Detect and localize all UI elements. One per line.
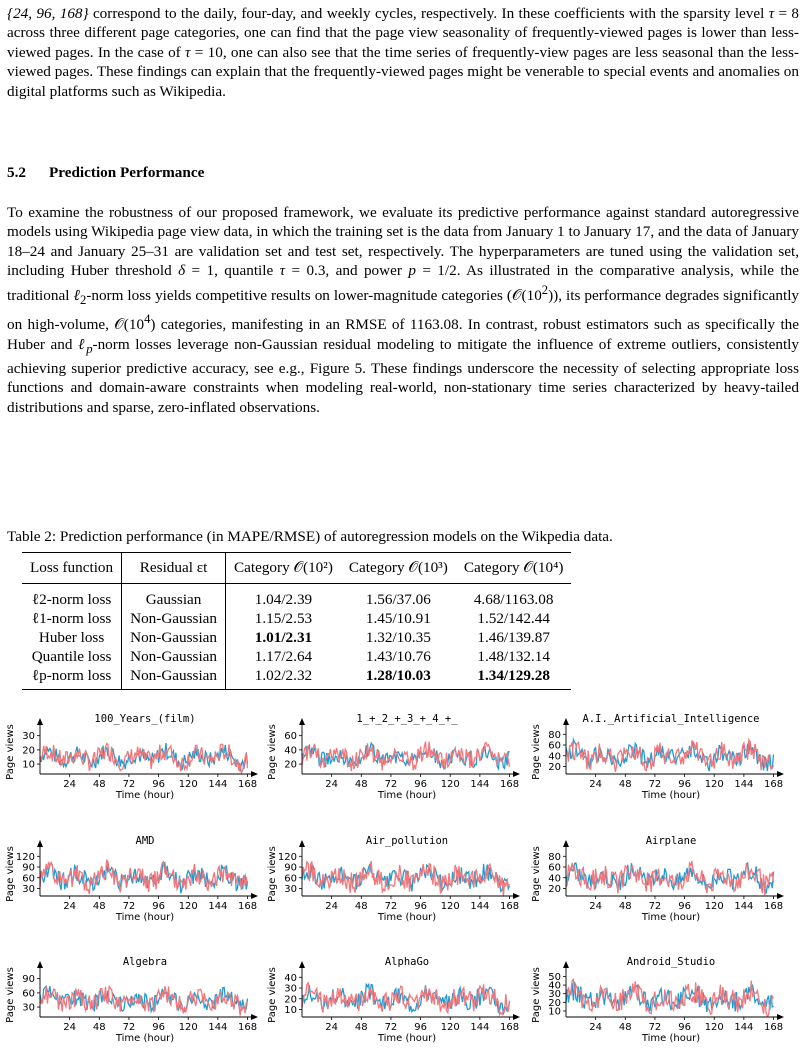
- y-tick-label: 20: [22, 745, 35, 757]
- x-tick-label: 120: [178, 1022, 198, 1033]
- y-tick-label: 30: [22, 883, 35, 895]
- x-tick-label: 48: [354, 779, 368, 790]
- x-tick-label: 24: [325, 779, 339, 790]
- y-axis-label: Page views: [267, 846, 278, 902]
- y-tick-label: 20: [284, 759, 297, 771]
- x-tick-label: 120: [178, 779, 198, 790]
- x-tick-label: 72: [384, 1022, 398, 1033]
- x-tick-label: 168: [499, 779, 520, 790]
- y-tick-label: 40: [548, 751, 561, 763]
- x-tick-label: 144: [734, 1022, 754, 1033]
- cell-cat3: 1.43/10.76: [365, 648, 431, 665]
- cell-cat3: 1.28/10.03: [341, 666, 456, 690]
- y-tick-label: 60: [22, 873, 35, 885]
- intro-paragraph: {24, 96, 168} correspond to the daily, four-day, and weekly cycles, respectively. In these coefficients with the sparsity level τ = 8 across three different page categories, one can find that the page view seasonality of frequently-viewed pages is lower than less-viewed pages. In the case of τ = 10, one can also see that the time series of frequently-view pages are less seasonal than the less-viewed pages. These findings can explain that the frequently-viewed pages might be venerable to special events and anomalies on digital platforms such as Wikipedia.: [7, 5, 799, 100]
- x-tick-label: 72: [648, 779, 662, 790]
- x-tick-label: 48: [92, 779, 106, 790]
- x-tick-label: 144: [208, 901, 228, 912]
- x-tick-label: 144: [734, 779, 754, 790]
- x-tick-label: 96: [414, 901, 427, 912]
- cell-cat4: 4.68/1163.08: [473, 591, 554, 608]
- x-axis-label: Time (hour): [641, 1033, 701, 1044]
- page-views-figure: [0, 700, 808, 1054]
- cell-loss: Huber loss: [22, 628, 122, 647]
- y-tick-label: 60: [548, 862, 561, 874]
- y-tick-label: 40: [548, 980, 561, 992]
- y-tick-label: 80: [548, 851, 561, 863]
- cell-residual: Non-Gaussian: [122, 647, 226, 666]
- y-axis-label: Page views: [5, 967, 16, 1023]
- y-tick-label: 20: [548, 883, 561, 895]
- x-tick-label: 48: [618, 901, 632, 912]
- cell-cat2: 1.15/2.53: [254, 610, 313, 627]
- x-axis-arrow-icon: [251, 893, 258, 899]
- x-tick-label: 72: [122, 1022, 136, 1033]
- x-tick-label: 72: [122, 779, 136, 790]
- x-tick-label: 24: [325, 1022, 339, 1033]
- table-row: [22, 584, 571, 610]
- x-tick-label: 24: [63, 1022, 77, 1033]
- cell-residual: Non-Gaussian: [122, 609, 226, 628]
- x-tick-label: 24: [589, 1022, 603, 1033]
- y-tick-label: 20: [284, 994, 297, 1006]
- table-row: [22, 647, 571, 666]
- plot-panel: [5, 956, 258, 1044]
- header-cat2: Category 𝒪(10²): [226, 553, 341, 584]
- x-tick-label: 96: [678, 901, 691, 912]
- plot-title: Android_Studio: [626, 956, 716, 968]
- section-number: 5.2: [7, 164, 26, 181]
- x-tick-label: 120: [178, 901, 198, 912]
- plot-title: Air_pollution: [365, 835, 449, 847]
- x-axis-label: Time (hour): [115, 912, 175, 923]
- y-tick-label: 30: [22, 1002, 35, 1014]
- x-tick-label: 168: [237, 779, 258, 790]
- y-tick-label: 90: [22, 862, 35, 874]
- x-tick-label: 96: [678, 1022, 691, 1033]
- y-axis-arrow-icon: [299, 961, 305, 968]
- x-axis-label: Time (hour): [377, 1033, 437, 1044]
- x-tick-label: 120: [704, 779, 724, 790]
- y-tick-label: 30: [548, 989, 561, 1001]
- table-header-row: [22, 553, 571, 584]
- plot-panel: [5, 713, 258, 801]
- cell-cat2: 1.17/2.64: [254, 648, 313, 665]
- y-tick-label: 10: [22, 759, 35, 771]
- plot-title: 1_+_2_+_3_+_4_+_: [356, 713, 458, 725]
- cell-cat3: 1.32/10.35: [365, 629, 431, 646]
- y-tick-label: 60: [284, 873, 297, 885]
- header-loss: Loss function: [22, 553, 122, 584]
- x-axis-label: Time (hour): [641, 790, 701, 801]
- x-tick-label: 48: [354, 901, 368, 912]
- x-tick-label: 168: [237, 901, 258, 912]
- x-axis-label: Time (hour): [377, 912, 437, 923]
- y-axis-label: Page views: [267, 724, 278, 780]
- y-tick-label: 90: [22, 974, 35, 986]
- y-axis-label: Page views: [531, 724, 542, 780]
- x-axis-label: Time (hour): [377, 790, 437, 801]
- predicted-series-line: [566, 861, 774, 895]
- y-tick-label: 10: [284, 1004, 297, 1016]
- table-caption: Table 2: Prediction performance (in MAPE/RMSE) of autoregression models on the Wikpedia data.: [7, 528, 613, 545]
- y-tick-label: 90: [284, 862, 297, 874]
- y-tick-label: 120: [15, 851, 35, 863]
- x-tick-label: 120: [704, 901, 724, 912]
- predicted-series-line: [566, 740, 774, 772]
- table-row: [22, 609, 571, 628]
- y-axis-label: Page views: [531, 967, 542, 1023]
- plot-panel: [5, 835, 258, 923]
- header-residual: Residual εt: [122, 553, 226, 584]
- plot-panel: [531, 713, 784, 801]
- x-axis-arrow-icon: [251, 1014, 258, 1020]
- x-tick-label: 48: [354, 1022, 368, 1033]
- plot-title: Airplane: [645, 835, 697, 847]
- plot-title: AMD: [135, 835, 155, 847]
- cell-cat2: 1.04/2.39: [254, 591, 313, 608]
- x-tick-label: 144: [208, 1022, 228, 1033]
- cell-cat4: 1.48/132.14: [477, 648, 550, 665]
- cell-residual: Non-Gaussian: [122, 628, 226, 647]
- table-row: [22, 666, 571, 690]
- y-tick-label: 60: [548, 740, 561, 752]
- plot-panel: [531, 835, 784, 923]
- x-tick-label: 48: [618, 1022, 632, 1033]
- cell-loss: ℓ1-norm loss: [22, 609, 122, 628]
- plot-panel: [267, 713, 520, 801]
- x-tick-label: 144: [470, 1022, 490, 1033]
- x-tick-label: 144: [734, 901, 754, 912]
- x-tick-label: 168: [763, 901, 784, 912]
- cell-cat3: 1.45/10.91: [365, 610, 431, 627]
- y-axis-label: Page views: [267, 967, 278, 1023]
- cell-residual: Gaussian: [122, 584, 226, 610]
- x-tick-label: 72: [122, 901, 136, 912]
- y-axis-arrow-icon: [563, 718, 569, 725]
- x-tick-label: 72: [384, 901, 398, 912]
- x-tick-label: 120: [440, 901, 460, 912]
- y-tick-label: 40: [284, 972, 297, 984]
- cell-residual: Non-Gaussian: [122, 666, 226, 690]
- x-axis-arrow-icon: [251, 771, 258, 777]
- x-tick-label: 24: [63, 901, 77, 912]
- x-tick-label: 72: [648, 901, 662, 912]
- y-axis-arrow-icon: [563, 840, 569, 847]
- x-tick-label: 96: [414, 1022, 427, 1033]
- y-tick-label: 10: [548, 1006, 561, 1018]
- y-tick-label: 30: [284, 983, 297, 995]
- cell-cat2: 1.02/2.32: [226, 666, 341, 690]
- y-axis-label: Page views: [5, 724, 16, 780]
- x-axis-arrow-icon: [777, 771, 784, 777]
- y-tick-label: 40: [284, 745, 297, 757]
- section-title: Prediction Performance: [49, 164, 205, 181]
- y-tick-label: 50: [548, 971, 561, 983]
- x-tick-label: 96: [152, 1022, 165, 1033]
- x-tick-label: 48: [618, 779, 632, 790]
- x-tick-label: 48: [92, 901, 106, 912]
- prediction-paragraph: To examine the robustness of our proposed framework, we evaluate its predictive performance against standard autoregressive models using Wikipedia page view data, in which the training set is the data from January 1 to January 17, and the data of January 18–24 and January 25–31 are validation set and test set, respectively. The hyperparameters are tuned using the validation set, including Huber threshold δ = 1, quantile τ = 0.3, and power p = 1/2. As illustrated in the comparative analysis, while the traditional ℓ$_2$-norm loss yields competitive results on lower-magnitude categories $(𝒪(10^2))$, its performance degrades significantly on high-volume, $𝒪(10^4)$ categories, manifesting in an RMSE of 1163.08. In contrast, robust estimators such as specifically the Huber and ℓ$_p$-norm losses leverage non-Gaussian residual modeling to mitigate the influence of extreme outliers, consistently achieving superior predictive accuracy, see e.g., Figure 5. These findings underscore the necessity of selecting appropriate loss functions and domain-aware constraints when modeling real-world, non-stationary time series characterized by heavy-tailed distributions and sparse, zero-inflated observations.: [7, 204, 800, 416]
- x-tick-label: 168: [763, 1022, 784, 1033]
- cell-loss: Quantile loss: [22, 647, 122, 666]
- x-tick-label: 96: [678, 779, 691, 790]
- x-tick-label: 168: [763, 779, 784, 790]
- x-axis-arrow-icon: [513, 771, 520, 777]
- x-axis-arrow-icon: [513, 1014, 520, 1020]
- x-tick-label: 144: [208, 779, 228, 790]
- x-axis-label: Time (hour): [115, 1033, 175, 1044]
- x-tick-label: 120: [704, 1022, 724, 1033]
- y-axis-label: Page views: [5, 846, 16, 902]
- plot-panel: [267, 835, 520, 923]
- plot-title: A.I._Artificial_Intelligence: [582, 713, 760, 725]
- x-tick-label: 168: [499, 901, 520, 912]
- y-tick-label: 80: [548, 729, 561, 741]
- y-tick-label: 30: [22, 731, 35, 743]
- x-axis-label: Time (hour): [641, 912, 701, 923]
- x-tick-label: 24: [589, 779, 603, 790]
- x-tick-label: 72: [648, 1022, 662, 1033]
- x-axis-arrow-icon: [513, 893, 520, 899]
- y-axis-arrow-icon: [37, 961, 43, 968]
- x-axis-arrow-icon: [777, 1014, 784, 1020]
- cell-loss: ℓp-norm loss: [22, 666, 122, 690]
- x-tick-label: 96: [152, 901, 165, 912]
- x-tick-label: 168: [237, 1022, 258, 1033]
- plot-panel: [267, 956, 520, 1044]
- section-heading: [7, 164, 204, 182]
- cell-cat4: 1.46/139.87: [477, 629, 550, 646]
- plot-title: Algebra: [122, 956, 168, 968]
- header-cat3: Category 𝒪(10³): [341, 553, 456, 584]
- x-tick-label: 72: [384, 779, 398, 790]
- cell-loss: ℓ2-norm loss: [22, 584, 122, 610]
- y-tick-label: 60: [284, 731, 297, 743]
- x-axis-label: Time (hour): [115, 790, 175, 801]
- plot-title: 100_Years_(film): [94, 713, 196, 725]
- x-tick-label: 144: [470, 779, 490, 790]
- predicted-series-line: [302, 742, 510, 772]
- cell-cat4: 1.52/142.44: [477, 610, 550, 627]
- y-tick-label: 20: [548, 997, 561, 1009]
- x-axis-arrow-icon: [777, 893, 784, 899]
- results-table: [22, 552, 571, 690]
- predicted-series-line: [40, 986, 248, 1016]
- predicted-series-line: [40, 860, 248, 894]
- y-tick-label: 20: [548, 761, 561, 773]
- y-tick-label: 40: [548, 873, 561, 885]
- x-tick-label: 24: [325, 901, 339, 912]
- x-tick-label: 120: [440, 1022, 460, 1033]
- x-tick-label: 144: [470, 901, 490, 912]
- y-tick-label: 60: [22, 988, 35, 1000]
- cell-cat2: 1.01/2.31: [254, 629, 313, 646]
- y-tick-label: 120: [277, 851, 297, 863]
- x-tick-label: 24: [589, 901, 603, 912]
- y-axis-arrow-icon: [563, 961, 569, 968]
- cell-cat3: 1.56/37.06: [365, 591, 431, 608]
- x-tick-label: 48: [92, 1022, 106, 1033]
- y-axis-arrow-icon: [299, 718, 305, 725]
- x-tick-label: 24: [63, 779, 77, 790]
- x-tick-label: 96: [414, 779, 427, 790]
- y-tick-label: 30: [284, 883, 297, 895]
- y-axis-arrow-icon: [37, 718, 43, 725]
- y-axis-label: Page views: [531, 846, 542, 902]
- y-axis-arrow-icon: [37, 840, 43, 847]
- header-cat4: Category 𝒪(10⁴): [456, 553, 572, 584]
- table-row: [22, 628, 571, 647]
- plot-panel: [531, 956, 784, 1044]
- y-axis-arrow-icon: [299, 840, 305, 847]
- x-tick-label: 120: [440, 779, 460, 790]
- x-tick-label: 168: [499, 1022, 520, 1033]
- plot-title: AlphaGo: [384, 956, 430, 968]
- cell-cat4: 1.34/129.28: [456, 666, 572, 690]
- x-tick-label: 96: [152, 779, 165, 790]
